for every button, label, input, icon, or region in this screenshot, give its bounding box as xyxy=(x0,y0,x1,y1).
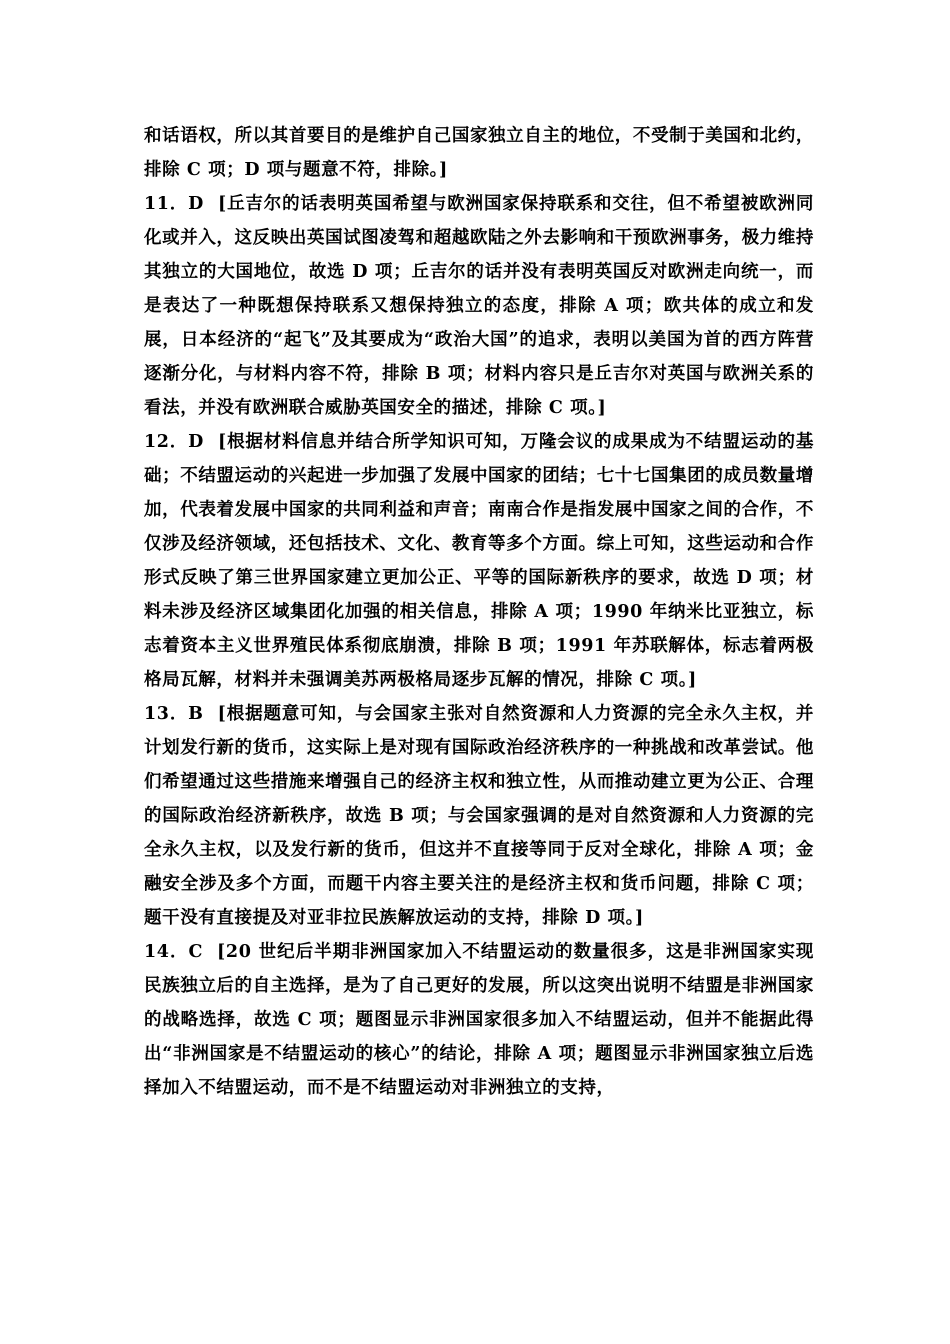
answer-12 xyxy=(144,425,814,697)
answer-explanations xyxy=(144,119,814,1105)
paragraph-text: [20 世纪后半期非洲国家加入不结盟运动的数量很多，这是非洲国家实现民族独立后的自主选择，是为了自己更好的发展，所以这突出说明不结盟是非洲国家的战略选择，故选 C 项；题图显示非洲国家很多加入不结盟运动，但并不能据此得出“非洲国家是不结盟运动的核心”的结论，排除 A 项；题图显示非洲国家独立后选择加入不结盟运动，而不是不结盟运动对非洲独立的支持， xyxy=(144,942,815,1098)
answer-13 xyxy=(144,697,814,935)
paragraph-text: [根据题意可知，与会国家主张对自然资源和人力资源的完全永久主权，并计划发行新的货币，这实际上是对现有国际政治经济秩序的一种挑战和改革尝试。他们希望通过这些措施来增强自己的经济主权和独立性，从而推动建立更为公正、合理的国际政治经济新秩序，故选 B 项；与会国家强调的是对自然资源和人力资源的完全永久主权，以及发行新的货币，但这并不直接等同于反对全球化，排除 A 项；金融安全涉及多个方面，而题干内容主要关注的是经济主权和货币问题，排除 C 项；题干没有直接提及对亚非拉民族解放运动的支持，排除 D 项。] xyxy=(144,704,815,928)
paragraph-text: [丘吉尔的话表明英国希望与欧洲国家保持联系和交往，但不希望被欧洲同化或并入，这反映出英国试图凌驾和超越欧陆之外去影响和干预欧洲事务，极力维持其独立的大国地位，故选 D 项；丘吉尔的话并没有表明英国反对欧洲走向统一，而是表达了一种既想保持联系又想保持独立的态度，排除 A 项；欧共体的成立和发展，日本经济的“起飞”及其要成为“政治大国”的追求，表明以美国为首的西方阵营逐渐分化，与材料内容不符，排除 B 项；材料内容只是丘吉尔对英国与欧洲关系的看法，并没有欧洲联合威胁英国安全的描述，排除 C 项。] xyxy=(144,194,815,418)
answer-number: 14．C xyxy=(144,942,204,962)
answer-number: 11．D xyxy=(144,194,204,214)
paragraph-text: 和话语权，所以其首要目的是维护自己国家独立自主的地位，不受制于美国和北约，排除 C 项；D 项与题意不符，排除。] xyxy=(144,126,814,180)
answer-11 xyxy=(144,187,814,425)
paragraph-text: [根据材料信息并结合所学知识可知，万隆会议的成果成为不结盟运动的基础；不结盟运动的兴起进一步加强了发展中国家的团结；七十七国集团的成员数量增加，代表着发展中国家的共同利益和声音；南南合作是指发展中国家之间的合作，不仅涉及经济领域，还包括技术、文化、教育等多个方面。综上可知，这些运动和合作形式反映了第三世界国家建立更加公正、平等的国际新秩序的要求，故选 D 项；材料未涉及经济区域集团化加强的相关信息，排除 A 项；1990 年纳米比亚独立，标志着资本主义世界殖民体系彻底崩溃，排除 B 项；1991 年苏联解体，标志着两极格局瓦解，材料并未强调美苏两极格局逐步瓦解的情况，排除 C 项。] xyxy=(144,432,815,690)
paragraph-continuation xyxy=(144,119,814,187)
answer-14 xyxy=(144,935,814,1105)
answer-number: 13．B xyxy=(144,704,204,724)
answer-number: 12．D xyxy=(144,432,204,452)
